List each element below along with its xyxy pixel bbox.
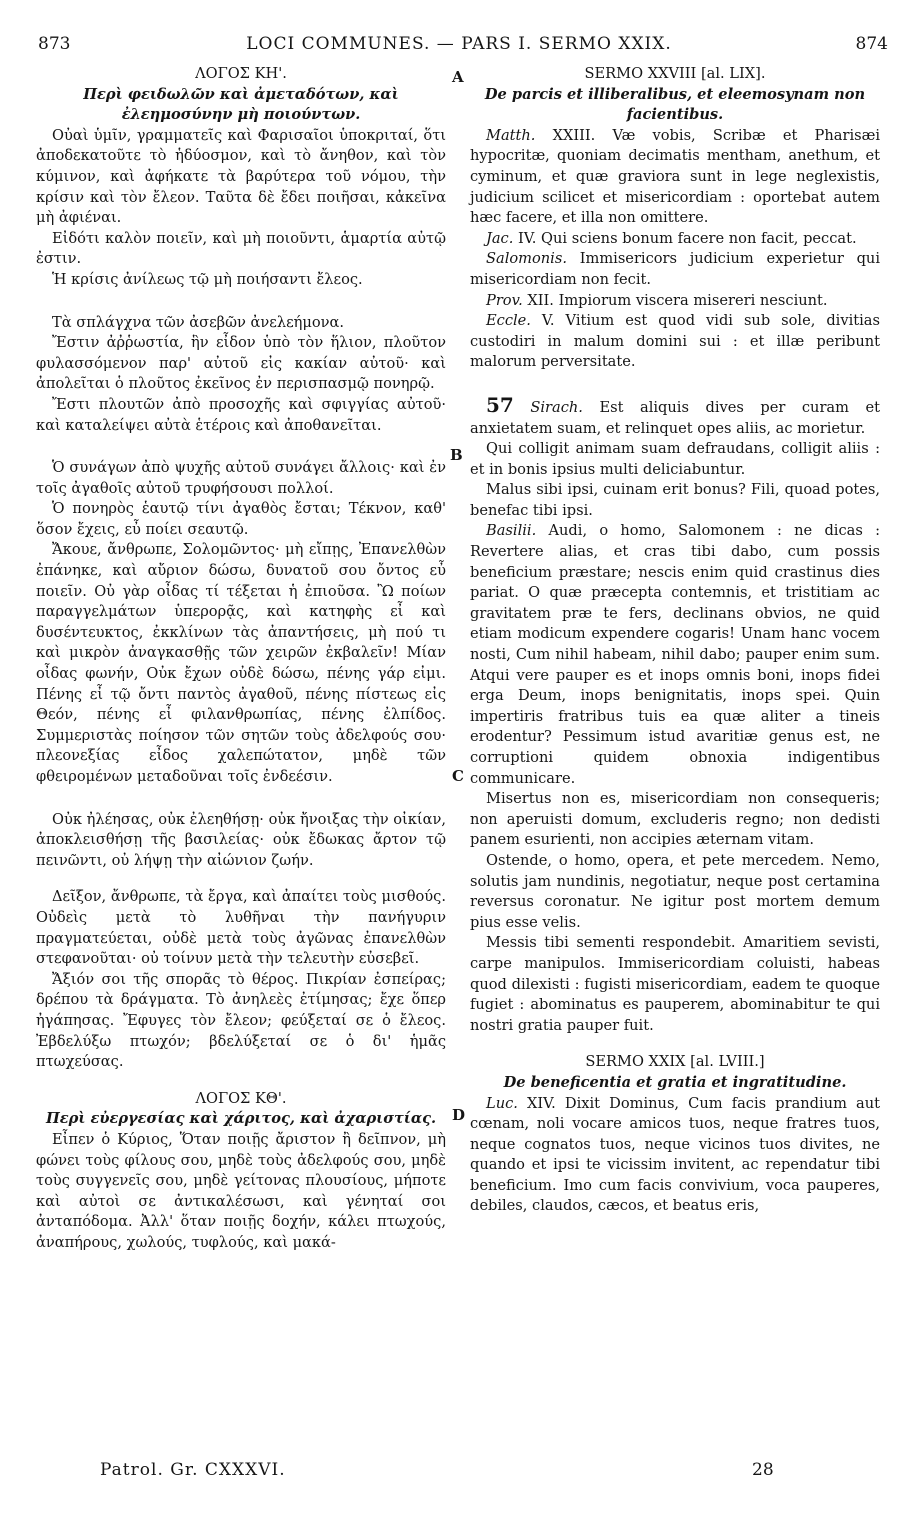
latin-section-title: SERMO XXVIII [al. LIX]. — [584, 65, 766, 82]
greek-paragraph: Ὁ πονηρὸς ἑαυτῷ τίνι ἀγαθὸς ἔσται; Τέκνον, καθ' ὅσον ἔχεις, εὖ ποίει σεαυτῷ. — [36, 500, 446, 538]
running-header: LOCI COMMUNES. — PARS I. SERMO XXIX. — [246, 34, 672, 54]
latin-paragraph — [470, 311, 880, 373]
latin-paragraph — [470, 392, 881, 439]
greek-paragraph: Ἄξιόν σοι τῆς σπορᾶς τὸ θέρος. Πικρίαν ἐσπείρας; δρέπου τὰ δράγματα. Τὸ ἀνηλεὲς ἐτίμησας; ἔχε ὅπερ ἠγάπησας. Ἔφυγες τὸν ἔλεον; φεύξεταί σε ὁ ἔλεος. Ἐβδελύξω πτωχόν; βδελύξεταί σε ὁ δι' ἡμᾶς πτωχεύσας. — [36, 970, 446, 1071]
greek-paragraph: Ὁ συνάγων ἀπὸ ψυχῆς αὐτοῦ συνάγει ἄλλοις· καὶ ἐν τοῖς ἀγαθοῖς αὐτοῦ τρυφήσουσι πολλοί. — [36, 459, 446, 497]
source-label: Salomonis. — [486, 250, 567, 268]
latin-paragraph — [470, 521, 880, 789]
latin-paragraph: Messis tibi sementi respondebit. Amaritiem sevisti, carpe manipulos. Immisericordiam coluisti, habeas quod dilexisti : fugisti misericordiam, eadem te quoque fugiet : abominatus es pauperem, abominabitur te qui nostri gratia pauper fuit. — [470, 934, 880, 1034]
paragraph-text: Est aliquis dives per curam et anxietatem suam, et relinquet opes aliis, ac morietur. — [470, 398, 881, 437]
margin-marker-d: D — [452, 1106, 466, 1124]
greek-paragraph: Ἔστιν ἀῤῥωστία, ἣν εἶδον ὑπὸ τὸν ἥλιον, πλοῦτον φυλασσόμενον παρ' αὐτοῦ εἰς κακίαν αὐτοῦ· καὶ ἀπολεῖται ὁ πλοῦτος ἐκεῖνος ἐν περισπασμῷ πονηρῷ. — [36, 334, 446, 393]
greek-paragraph: Ἡ κρίσις ἀνίλεως τῷ μὴ ποιήσαντι ἔλεος. — [52, 270, 363, 288]
greek-section-subtitle: Περὶ φειδωλῶν καὶ ἀμεταδότων, καὶ ἐλεημοσύνην μὴ ποιούντων. — [83, 85, 399, 124]
latin-section-title: SERMO XXIX [al. LVIII.] — [585, 1053, 765, 1071]
column-number: 57 — [486, 392, 514, 417]
footer-signature: 28 — [752, 1460, 774, 1480]
latin-paragraph: Misertus non es, misericordiam non consequeris; non aperuisti domum, excluderis regno; non dedisti panem esurienti, non accipies æternam vitam. — [470, 790, 880, 849]
margin-marker-a: A — [452, 68, 464, 86]
latin-paragraph — [470, 126, 880, 229]
page-number-right: 874 — [855, 34, 888, 54]
source-label: Eccle. — [486, 312, 531, 330]
paragraph-text: IV. Qui sciens bonum facere non facit, peccat. — [513, 229, 857, 247]
latin-column — [470, 64, 880, 1217]
greek-section-title: ΛΟΓΟΣ ΚΘ'. — [195, 1089, 287, 1107]
margin-marker-c: C — [452, 767, 464, 785]
latin-section-subtitle: De beneficentia et gratia et ingratitudine. — [503, 1073, 847, 1091]
paragraph-text: Immisericors judicium experietur qui misericordiam non fecit. — [470, 250, 880, 288]
source-label: Prov. — [486, 291, 523, 309]
greek-paragraph: Τὰ σπλάγχνα τῶν ἀσεβῶν ἀνελεήμονα. — [52, 313, 345, 331]
source-label: Basilii. — [486, 522, 537, 540]
paragraph-text: XXIII. Væ vobis, Scribæ et Pharisæi hypocritæ, quoniam decimatis mentham, anethum, et cyminum, et quæ graviora sunt in lege neglexistis, judicium scilicet et misericordiam : oportebat autem hæc facere, et illa non omittere. — [470, 126, 880, 227]
paragraph-text: XII. Impiorum viscera misereri nesciunt. — [522, 291, 828, 309]
latin-section-subtitle: De parcis et illiberalibus, et eleemosynam non facientibus. — [484, 85, 866, 124]
page-number-left: 873 — [38, 34, 71, 54]
latin-paragraph: Malus sibi ipsi, cuinam erit bonus? Fili, quoad potes, benefac tibi ipsi. — [470, 481, 880, 519]
source-label: Matth. — [486, 126, 536, 144]
source-label: Jac. — [486, 229, 514, 247]
latin-paragraph — [470, 1094, 880, 1218]
footer-volume: Patrol. Gr. CXXXVI. — [100, 1460, 286, 1480]
greek-paragraph: Οὐαὶ ὑμῖν, γραμματεῖς καὶ Φαρισαῖοι ὑποκριταί, ὅτι ἀποδεκατοῦτε τὸ ἡδύοσμον, καὶ τὸ ἄνηθον, καὶ τὸν κύμινον, καὶ ἀφήκατε τὰ βαρύτερα τοῦ νόμου, τὴν κρίσιν καὶ τὸν ἔλεον. Ταῦτα δὲ ἔδει ποιῆσαι, κἀκεῖνα μὴ ἀφιέναι. — [36, 126, 446, 227]
greek-paragraph: Δεῖξον, ἄνθρωπε, τὰ ἔργα, καὶ ἀπαίτει τοὺς μισθούς. Οὐδεὶς μετὰ τὸ λυθῆναι τὴν πανήγυριν πραγματεύεται, οὐδὲ μετὰ τοὺς ἀγῶνας ἐπανελθὼν στεφανοῦται· οὐ τοίνυν μετὰ τὴν τελευτὴν εὐσεβεῖ. — [36, 888, 446, 968]
greek-paragraph: Ἄκουε, ἄνθρωπε, Σολομῶντος· μὴ εἴπῃς, Ἐπανελθὼν ἐπάνηκε, καὶ αὔριον δώσω, δυνατοῦ σου ὄντος εὖ ποιεῖν. Οὐ γὰρ οἶδας τί τέξεται ἡ ἐπιοῦσα. Ὢ ποίων παραγγελμάτων ὑπερορᾷς, καὶ κατηφὴς εἶ καὶ δυσέντευκτος, ἐκκλίνων τὰς ἀπαντήσεις, μὴ πού τι καὶ μικρὸν ἀναγκασθῇς τῶν χειρῶν ἐκβαλεῖν! Μίαν οἶδας φωνήν, Οὐκ ἔχων οὐδὲ δώσω, πένης γάρ εἰμι. Πένης εἶ τῷ ὄντι παντὸς ἀγαθοῦ, πένης πίστεως εἰς Θεόν, πένης εἶ φιλανθρωπίας, πένης ἐλπίδος. Συμμεριστὰς ποίησον τῶν σητῶν τοὺς ἀδελφούς σου· πλεονεξίας εἶδος χαλεπώτατον, μηδὲ τῶν φθειρομένων μεταδοῦναι τοῖς ἐνδεέσιν. — [36, 541, 446, 785]
source-label: Luc. — [486, 1094, 518, 1112]
greek-paragraph: Εἰδότι καλὸν ποιεῖν, καὶ μὴ ποιοῦντι, ἁμαρτία αὐτῷ ἐστιν. — [36, 229, 446, 268]
paragraph-text: Audi, o homo, Salomonem : ne dicas : Revertere alias, et cras tibi dabo, cum possis beneficium præstare; nescis enim quid crastinus dies pariat. O quæ præcepta contemnis, et tristitiam ac gravitatem præ te fers, declinans obvios, ne quid etiam modicum expendere cogaris! Unam hanc vocem nosti, Cum nihil habeam, nihil dabo; pauper enim sum. Atqui vere pauper es et inops omnis boni, inops fidei erga Deum, inops benignitatis, inops spei. Quin impertiris fratribus tuis ea quæ aliter a tineis erodentur? Pessimum istud avaritiæ genus est, ne corruptioni quidem obnoxia indigentibus communicare. — [470, 522, 880, 787]
latin-paragraph: Qui colligit animam suam defraudans, colligit aliis : et in bonis ipsius multi deliciabuntur. — [470, 440, 880, 478]
margin-marker-b: B — [450, 446, 463, 464]
greek-column — [36, 64, 446, 1253]
greek-paragraph: Ἔστι πλουτῶν ἀπὸ προσοχῆς καὶ σφιγγίας αὐτοῦ· καὶ καταλείψει αὐτὰ ἑτέροις καὶ ἀποθανεῖται. — [36, 395, 446, 434]
greek-section-title: ΛΟΓΟΣ ΚΗ'. — [195, 65, 287, 82]
greek-paragraph: Εἶπεν ὁ Κύριος, Ὅταν ποιῇς ἄριστον ἢ δεῖπνον, μὴ φώνει τοὺς φίλους σου, μηδὲ τοὺς ἀδελφούς σου, μηδὲ τοὺς συγγενεῖς σου, μηδὲ γείτονας πλουσίους, μήποτε καὶ αὐτοὶ σε ἀντικαλέσωσι, καὶ γένηταί σοι ἀνταπόδομα. Ἀλλ' ὅταν ποιῇς δοχήν, κάλει πτωχούς, ἀναπήρους, χωλούς, τυφλούς, καὶ μακά- — [36, 1130, 446, 1251]
latin-paragraph: Ostende, o homo, opera, et pete mercedem. Nemo, solutis jam nundinis, negotiatur, neque post certamina reversus coronatur. Ne igitur post mortem demum pius esse velis. — [470, 851, 880, 931]
source-label: Sirach. — [530, 398, 583, 416]
paragraph-text: V. Vitium est quod vidi sub sole, divitias custodiri in malum domini sui : et illæ peribunt malorum perversitate. — [470, 312, 880, 371]
latin-paragraph — [470, 229, 880, 250]
greek-section-subtitle: Περὶ εὐεργεσίας καὶ χάριτος, καὶ ἀχαριστίας. — [45, 1110, 437, 1128]
paragraph-text: XIV. Dixit Dominus, Cum facis prandium aut cœnam, noli vocare amicos tuos, neque fratres tuos, neque cognatos tuos, neque vicinos tuos divites, ne quando et ipsi te vicissim invitent, ac rependatur tibi beneficium. Imo cum facis convivium, voca pauperes, debiles, claudos, cæcos, et beatus eris, — [470, 1094, 880, 1215]
latin-paragraph — [470, 249, 880, 290]
latin-paragraph — [470, 291, 880, 312]
greek-paragraph: Οὐκ ἠλέησας, οὐκ ἐλεηθήσῃ· οὐκ ἤνοιξας τὴν οἰκίαν, ἀποκλεισθήσῃ τῆς βασιλείας· οὐκ ἔδωκας ἄρτον τῷ πεινῶντι, οὐ λήψῃ τὴν αἰώνιον ζωήν. — [36, 810, 446, 869]
